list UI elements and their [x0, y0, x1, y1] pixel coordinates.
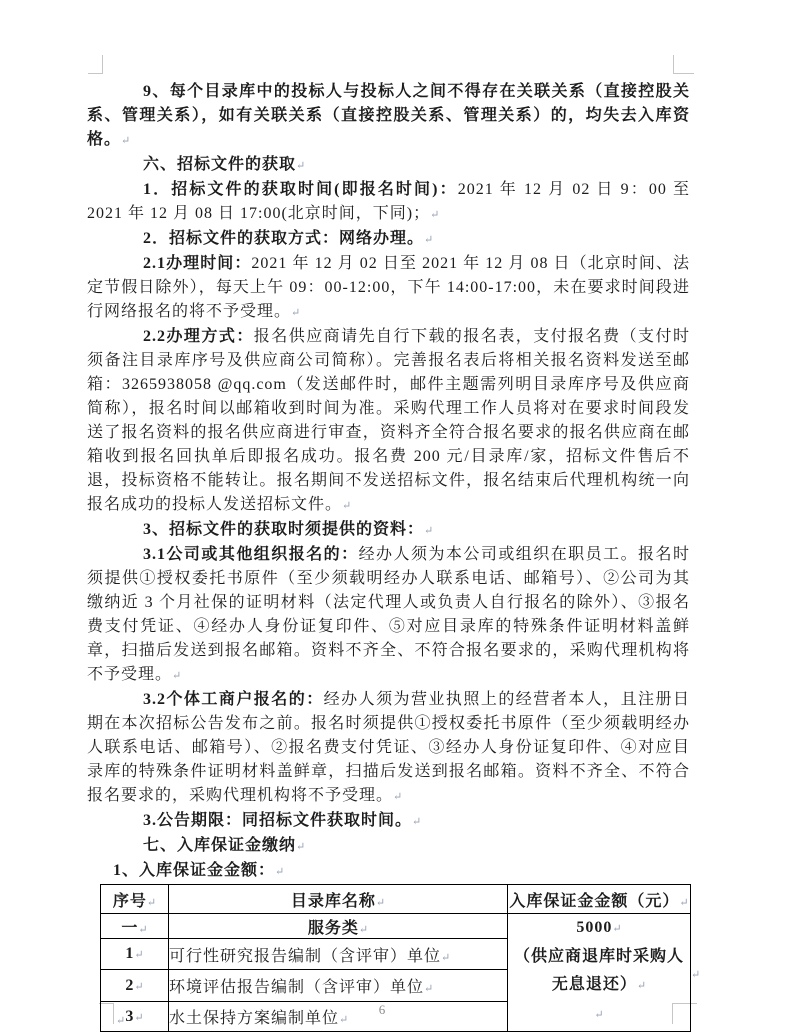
paragraph-mark-icon: ↵: [358, 923, 369, 936]
paragraph-related-parties-rule: [87, 80, 690, 153]
heading-text: 七、入库保证金缴纳: [143, 837, 297, 854]
paragraph-mark-icon: ↵: [296, 841, 306, 853]
paragraph-mark-icon: ↵: [342, 500, 352, 512]
paragraph-text: 经办人须为本公司或组织在职员工。报名时须提供①授权委托书原件（至少须载明经办人联系电话、邮箱号）、②公司为其缴纳近 3 个月社保的证明材料（法定代理人或负责人自行报名的除外）、③报名费支付凭证、④经办人身份证复印件、⑤对应目录库的特殊条件证明材料盖鲜章，扫描后发送到报名邮箱。资料不齐全、不符合报名要求的，采购代理机构将不予受理。: [87, 546, 690, 683]
paragraph-mark-icon: ↵: [375, 896, 386, 909]
paragraph-mark-icon: ↵: [134, 1011, 144, 1024]
paragraph-deposit-amount-heading: [87, 859, 690, 884]
paragraph-mark-icon: ↵: [296, 160, 306, 172]
paragraph-mark-icon: ↵: [424, 983, 434, 995]
paragraph-announcement-period: [87, 809, 690, 834]
cell-row-no: [101, 970, 169, 1002]
header-text: 目录库名称: [290, 892, 376, 910]
table-row: [101, 914, 691, 939]
deposit-amount-value: 5000↵: [576, 919, 622, 936]
paragraph-text: 9、每个目录库中的投标人与投标人之间不得存在关联关系（直接控股关系、管理关系），如有关联关系（直接控股关系、管理关系）的，均失去入库资格。: [87, 83, 690, 148]
table-header-row: [101, 885, 691, 914]
paragraph-mark-icon: ↵: [138, 923, 148, 936]
paragraph-text: 3、招标文件的获取时须提供的资料：: [143, 521, 425, 538]
page-number: 6: [378, 1002, 386, 1017]
paragraph-text: 经办人须为营业执照上的经营者本人，且注册日期在本次招标公告发布之前。报名时须提供①授权委托书原件（至少须载明经办人联系电话、邮箱号）、②报名费支付凭证、③经办人身份证复印件、④对应目录库的特殊条件证明材料盖鲜章，扫描后发送到报名邮箱。资料不齐全、不符合报名要求的，采购代理机构将不予受理。: [87, 691, 690, 804]
header-cell-no: [101, 885, 169, 914]
paragraph-mark-icon: ↵: [594, 1009, 604, 1021]
paragraph-text: 2021 年 12 月 02 日至 2021 年 12 月 08 日（北京时间、法定节假日除外），每天上午 09：00-12:00，下午 14:00-17:00，未在要求时间段进行网络报名的将不予受理。: [87, 255, 690, 320]
paragraph-lead: 1．招标文件的获取时间(即报名时间)：: [143, 181, 458, 198]
paragraph-text: 2021 年 12 月 02 日 9：00 至 2021 年 12 月 08 日 17:00(北京时间，下同)；: [87, 181, 690, 222]
cell-row-no: [101, 939, 169, 970]
margin-crop-mark-top-left: [88, 55, 103, 74]
paragraph-required-materials-heading: [87, 518, 690, 543]
paragraph-lead: 2.1办理时间：: [143, 255, 252, 272]
heading-section-7: [87, 834, 690, 859]
cell-text: 2: [125, 976, 135, 994]
header-cell-deposit-amount: [508, 885, 691, 914]
cell-catalog-name: [169, 970, 508, 1002]
cell-catalog-name: [169, 939, 508, 970]
paragraph-acquisition-time: [87, 178, 690, 227]
paragraph-acquisition-method: [87, 227, 690, 252]
paragraph-company-registration: [87, 543, 690, 688]
paragraph-mark-icon: ↵: [691, 969, 701, 981]
paragraph-mark-icon: ↵: [291, 307, 301, 319]
cell-text: 可行性研究报告编制（含评审）单位: [169, 947, 442, 965]
paragraph-text: 2．招标文件的获取方式：网络办理。: [143, 230, 425, 247]
header-text: 序号: [112, 892, 147, 910]
paragraph-individual-registration: [87, 688, 690, 809]
cell-text: 服务类: [307, 919, 359, 937]
paragraph-lead: 3.1公司或其他组织报名的：: [143, 546, 359, 563]
heading-section-6: [87, 153, 690, 178]
paragraph-mark-icon: ↵: [412, 816, 422, 828]
paragraph-lead: 3.2个体工商户报名的：: [143, 691, 324, 708]
paragraph-mark-icon: ↵: [441, 951, 451, 964]
paragraph-mark-icon: ↵: [146, 896, 157, 909]
paragraph-processing-method: [87, 325, 690, 518]
paragraph-mark-icon: ↵: [424, 234, 434, 246]
paragraph-text: 3.公告期限：同招标文件获取时间。: [143, 812, 413, 829]
cell-row-no: [101, 914, 169, 939]
document-body: [87, 80, 690, 1032]
heading-text: 六、招标文件的获取: [143, 156, 297, 173]
paragraph-text: 1、入库保证金金额：: [113, 862, 276, 879]
paragraph-mark-icon: ↵: [121, 135, 131, 147]
paragraph-mark-icon: ↵: [612, 923, 622, 935]
paragraph-mark-icon: ↵: [393, 791, 403, 803]
paragraph-mark-icon: ↵: [134, 980, 144, 993]
paragraph-mark-icon: ↵: [116, 1015, 126, 1027]
paragraph-mark-icon: ↵: [339, 1014, 349, 1026]
paragraph-text: 报名供应商请先自行下载的报名表，支付报名费（支付时须备注目录库序号及供应商公司简称）。完善报名表后将相关报名资料发送至邮箱：3265938058 @qq.com（发送邮件时，邮件主题需列明目录库序号及供应商简称），报名时间以邮箱收到时间为准。采购代理工作人员将对在要求时间段发送了报名资料的报名供应商进行审查，资料齐全符合报名要求的报名供应商在邮箱收到报名回执单后即报名成功。报名费 200 元/目录库/家，招标文件售后不退，投标资格不能转让。报名期间不发送招标文件，报名结束后代理机构统一向报名成功的投标人发送招标文件。: [87, 328, 690, 513]
paragraph-processing-time: [87, 252, 690, 325]
paragraph-mark-icon: ↵: [430, 209, 440, 221]
cell-text: 水土保持方案编制单位: [169, 1010, 340, 1027]
header-text: 入库保证金金额（元）: [509, 892, 680, 910]
margin-crop-mark-top-right: [673, 55, 694, 74]
paragraph-mark-icon: ↵: [275, 866, 285, 878]
cell-category-name: [169, 914, 508, 939]
header-cell-catalog-name: [169, 885, 508, 914]
deposit-amount-note: （供应商退库时采购人无息退还）↵: [513, 948, 684, 993]
cell-text: 环境评估报告编制（含评审）单位: [169, 979, 425, 996]
paragraph-mark-icon: ↵: [172, 670, 182, 682]
paragraph-mark-icon: ↵: [424, 525, 434, 537]
cell-text: 3: [125, 1007, 135, 1025]
cell-text: 一: [121, 919, 139, 937]
paragraph-mark-icon: ↵: [679, 896, 689, 909]
paragraph-mark-icon: ↵: [134, 949, 144, 961]
paragraph-mark-icon: ↵: [636, 980, 647, 992]
cell-text: 1: [125, 945, 135, 962]
paragraph-lead: 2.2办理方式：: [143, 328, 254, 345]
